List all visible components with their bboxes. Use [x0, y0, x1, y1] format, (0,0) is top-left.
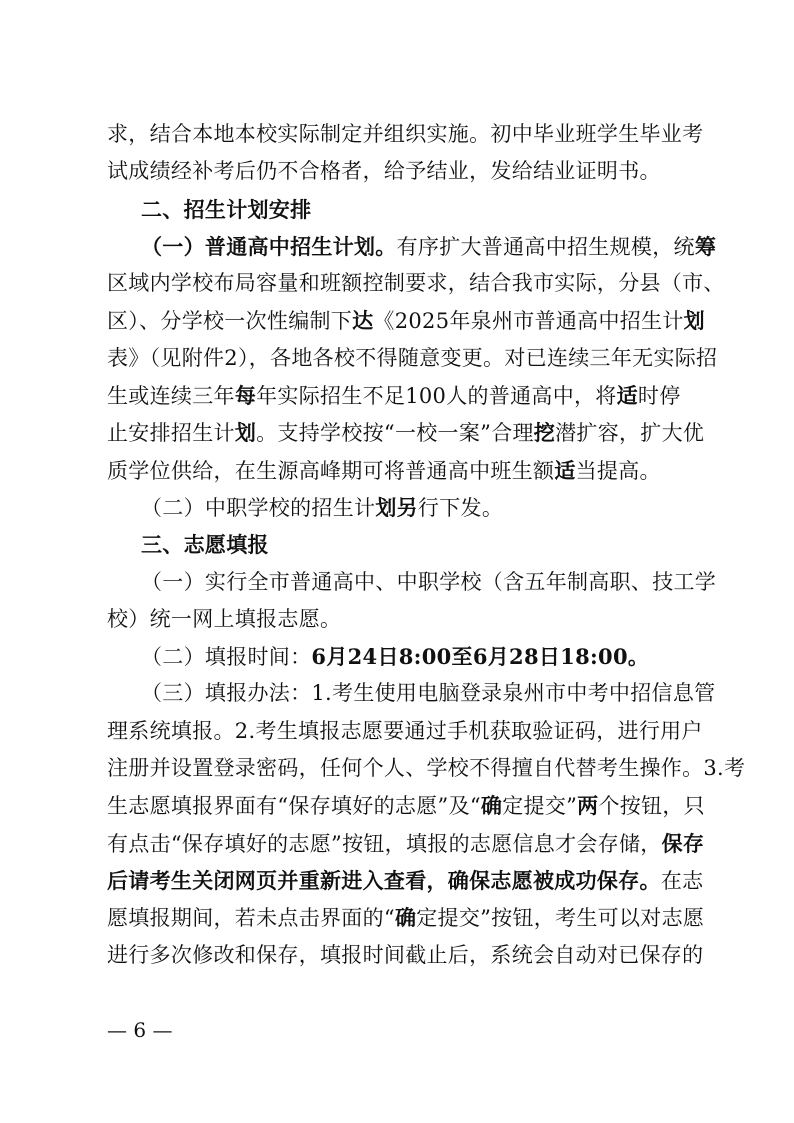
- text-run: 生或连续三年: [107, 384, 235, 409]
- text-line: [107, 302, 705, 339]
- bold-text: 6月24日8:00至6月28日18:00。: [311, 644, 650, 670]
- text-run: 校）统一网上填报志愿。: [107, 606, 342, 631]
- text-run: 定提交”按钮，考生可以对志愿: [416, 906, 705, 931]
- text-run: 行下发。: [417, 495, 504, 520]
- text-run: 年实际招生不足100人的普通高中，将: [256, 384, 617, 409]
- text-run: 质学位供给，在生源高峰期可将普通高中班生额: [107, 458, 555, 483]
- text-line: [107, 862, 704, 899]
- bold-text: 确: [394, 905, 417, 931]
- text-run: 区域内学校布局容量和班额控制要求，结合我市实际，分县（市、: [107, 271, 725, 296]
- text-line: [107, 899, 705, 936]
- bold-text: 筹: [694, 233, 717, 259]
- text-line: [107, 153, 697, 190]
- bold-text: 达: [352, 308, 374, 334]
- document-body: [107, 116, 746, 974]
- text-line: [107, 489, 697, 526]
- bold-text: 两: [577, 793, 599, 819]
- text-line: [107, 377, 697, 414]
- bold-text: 划: [234, 420, 257, 446]
- bold-text: 挖: [533, 420, 556, 446]
- text-run: 生志愿填报界面有“保存填好的志愿”及“: [107, 794, 481, 819]
- text-line: [107, 265, 725, 302]
- text-line: [107, 638, 697, 675]
- text-line: [107, 713, 703, 750]
- text-run: 当提高。: [575, 458, 661, 483]
- text-run: 定提交”: [502, 794, 578, 819]
- bold-text: 划另: [375, 494, 418, 520]
- text-run: 区）、分学校一次性编制下: [107, 309, 353, 334]
- text-line: [107, 675, 716, 712]
- bold-text: 适: [616, 383, 638, 409]
- text-run: （二）中职学校的招生计: [141, 495, 376, 520]
- text-line: [107, 116, 704, 153]
- text-run: 愿填报期间，若未点击界面的“: [107, 906, 395, 931]
- text-run: 表》（见附件2），各地各校不得随意变更。对已连续三年无实际招: [107, 345, 718, 370]
- text-run: 理系统填报。2.考生填报志愿要通过手机获取验证码，进行用户: [107, 718, 703, 743]
- text-line: [107, 340, 718, 377]
- text-line: [107, 228, 717, 265]
- text-run: 求，结合本地本校实际制定并组织实施。初中毕业班学生毕业考: [107, 122, 704, 146]
- bold-text: 保存: [661, 830, 705, 856]
- bold-text: 每: [234, 383, 257, 409]
- text-line: [107, 564, 717, 601]
- text-run: 注册并设置登录密码，任何个人、学校不得擅自代替考生操作。3.考: [107, 756, 746, 781]
- text-line: [107, 825, 705, 862]
- bold-text: 三、志愿填报: [141, 532, 269, 558]
- text-line: [107, 937, 704, 974]
- text-line: [107, 414, 705, 451]
- text-run: 有点击“保存填好的志愿”按钮，填报的志愿信息才会存储，: [107, 831, 662, 856]
- text-line: [107, 787, 705, 824]
- text-run: 时停: [637, 384, 681, 409]
- text-run: 试成绩经补考后仍不合格者，给予结业，发给结业证明书。: [107, 159, 661, 184]
- page-number: — 6 —: [107, 1018, 173, 1042]
- bold-text: （一）普通高中招生计划。: [141, 233, 397, 259]
- text-run: 。支持学校按“一校一案”合理: [256, 421, 534, 446]
- text-run: 《2025年泉州市普通高中招生计: [373, 309, 684, 334]
- bold-text: 确: [480, 793, 503, 819]
- bold-text: 后请考生关闭网页并重新进入查看，确保志愿被成功保存。: [107, 867, 661, 893]
- text-line: [107, 191, 697, 228]
- text-run: 有序扩大普通高中招生规模，统: [396, 234, 695, 259]
- text-line: [107, 750, 746, 787]
- bold-text: 二、招生计划安排: [141, 196, 312, 222]
- text-run: 潜扩容，扩大优: [555, 421, 705, 446]
- bold-text: 适: [554, 457, 576, 483]
- text-line: [107, 601, 697, 638]
- text-run: 在志: [660, 868, 704, 893]
- text-line: [107, 452, 697, 489]
- text-run: 止安排招生计: [107, 421, 235, 446]
- text-run: （一）实行全市普通高中、中职学校（含五年制高职、技工学: [141, 569, 717, 594]
- text-run: 个按钮，只: [598, 794, 705, 819]
- bold-text: 划: [683, 308, 705, 334]
- text-line: [107, 526, 697, 563]
- text-run: （二）填报时间：: [141, 645, 312, 670]
- text-run: 进行多次修改和保存，填报时间截止后，系统会自动对已保存的: [107, 942, 704, 967]
- text-run: （三）填报办法：1.考生使用电脑登录泉州市中考中招信息管: [141, 681, 716, 706]
